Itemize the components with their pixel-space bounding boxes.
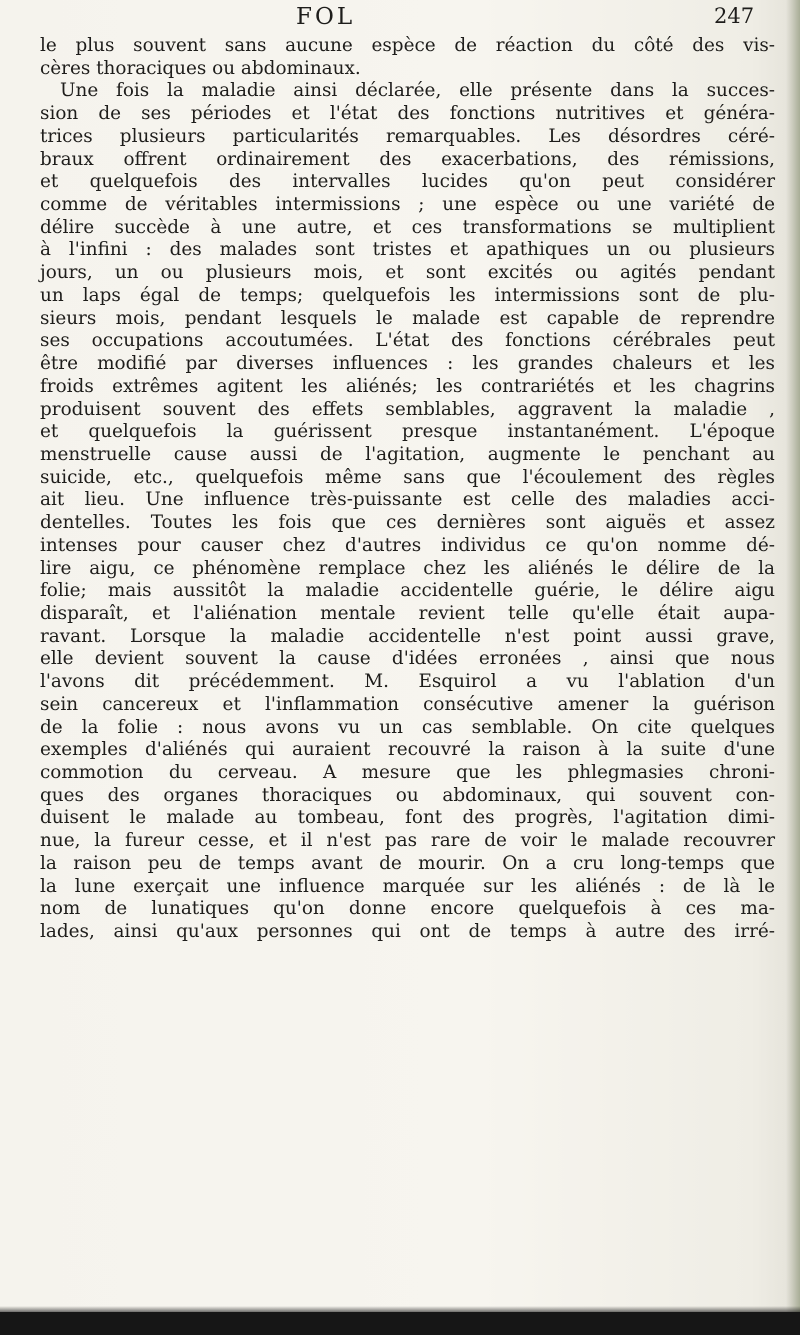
text-line: et quelquefois des intervalles lucides qu'on peut considérer bbox=[40, 171, 775, 193]
text-line: ques des organes thoraciques ou abdominaux, qui souvent con- bbox=[40, 784, 775, 806]
text-line: ait lieu. Une influence très-puissante est celle des maladies acci- bbox=[40, 489, 775, 511]
text-line: menstruelle cause aussi de l'agitation, augmente le penchant au bbox=[40, 443, 775, 465]
text-line: exemples d'aliénés qui auraient recouvré la raison à la suite d'une bbox=[40, 739, 775, 761]
text-line: ses occupations accoutumées. L'état des fonctions cérébrales peut bbox=[40, 330, 775, 352]
text-line: à l'infini : des malades sont tristes et apathiques un ou plusieurs bbox=[40, 239, 775, 261]
text-line: être modifié par diverses influences : les grandes chaleurs et les bbox=[40, 353, 775, 375]
text-line: duisent le malade au tombeau, font des progrès, l'agitation dimi- bbox=[40, 807, 775, 829]
text-line: cères thoraciques ou abdominaux. bbox=[40, 57, 361, 79]
text-line: de la folie : nous avons vu un cas semblable. On cite quelques bbox=[40, 716, 775, 738]
running-head: FOL bbox=[296, 4, 356, 30]
text-line: Une fois la maladie ainsi déclarée, elle présente dans la succes- bbox=[60, 80, 775, 102]
text-line: froids extrêmes agitent les aliénés; les contrariétés et les chagrins bbox=[40, 375, 775, 397]
text-line: sion de ses périodes et l'état des fonctions nutritives et généra- bbox=[40, 103, 775, 125]
body-text bbox=[40, 35, 775, 944]
text-line: la raison peu de temps avant de mourir. On a cru long-temps que bbox=[40, 852, 775, 874]
text-line: sieurs mois, pendant lesquels le malade est capable de reprendre bbox=[40, 307, 775, 329]
text-line: lades, ainsi qu'aux personnes qui ont de temps à autre des irré- bbox=[40, 921, 775, 943]
text-line: sein cancereux et l'inflammation consécutive amener la guérison bbox=[40, 693, 775, 715]
text-line: trices plusieurs particularités remarquables. Les désordres céré- bbox=[40, 125, 775, 147]
text-line: un laps égal de temps; quelquefois les intermissions sont de plu- bbox=[40, 284, 775, 306]
text-line: dentelles. Toutes les fois que ces dernières sont aiguës et assez bbox=[40, 512, 775, 534]
text-line: le plus souvent sans aucune espèce de réaction du côté des vis- bbox=[40, 35, 775, 56]
page-header bbox=[0, 4, 800, 34]
text-line: la lune exerçait une influence marquée sur les aliénés : de là le bbox=[40, 875, 775, 897]
text-line: comme de véritables intermissions ; une espèce ou une variété de bbox=[40, 194, 775, 216]
page-number: 247 bbox=[714, 4, 755, 28]
text-line: disparaît, et l'aliénation mentale revient telle qu'elle était aupa- bbox=[40, 602, 775, 624]
text-line: braux offrent ordinairement des exacerbations, des rémissions, bbox=[40, 148, 775, 170]
text-line: folie; mais aussitôt la maladie accidentelle guérie, le délire aigu bbox=[40, 580, 775, 602]
text-line: produisent souvent des effets semblables, aggravent la maladie , bbox=[40, 398, 775, 420]
text-line: délire succède à une autre, et ces transformations se multiplient bbox=[40, 216, 775, 238]
text-line: l'avons dit précédemment. M. Esquirol a vu l'ablation d'un bbox=[40, 671, 775, 693]
text-line: ravant. Lorsque la maladie accidentelle n'est point aussi grave, bbox=[40, 625, 775, 647]
text-line: nue, la fureur cesse, et il n'est pas rare de voir le malade recouvrer bbox=[40, 830, 775, 852]
text-line: jours, un ou plusieurs mois, et sont excités ou agités pendant bbox=[40, 262, 775, 284]
text-line: nom de lunatiques qu'on donne encore quelquefois à ces ma- bbox=[40, 898, 775, 920]
text-line: et quelquefois la guérissent presque instantanément. L'époque bbox=[40, 421, 775, 443]
text-line: commotion du cerveau. A mesure que les phlegmasies chroni- bbox=[40, 762, 775, 783]
text-line: elle devient souvent la cause d'idées erronées , ainsi que nous bbox=[40, 648, 775, 670]
text-line: suicide, etc., quelquefois même sans que l'écoulement des règles bbox=[40, 466, 775, 488]
page-edge-shadow bbox=[786, 0, 800, 1335]
text-line: lire aigu, ce phénomène remplace chez les aliénés le délire de la bbox=[40, 557, 775, 579]
text-line: intenses pour causer chez d'autres individus ce qu'on nomme dé- bbox=[40, 534, 775, 556]
scan-bottom-border bbox=[0, 1312, 800, 1335]
